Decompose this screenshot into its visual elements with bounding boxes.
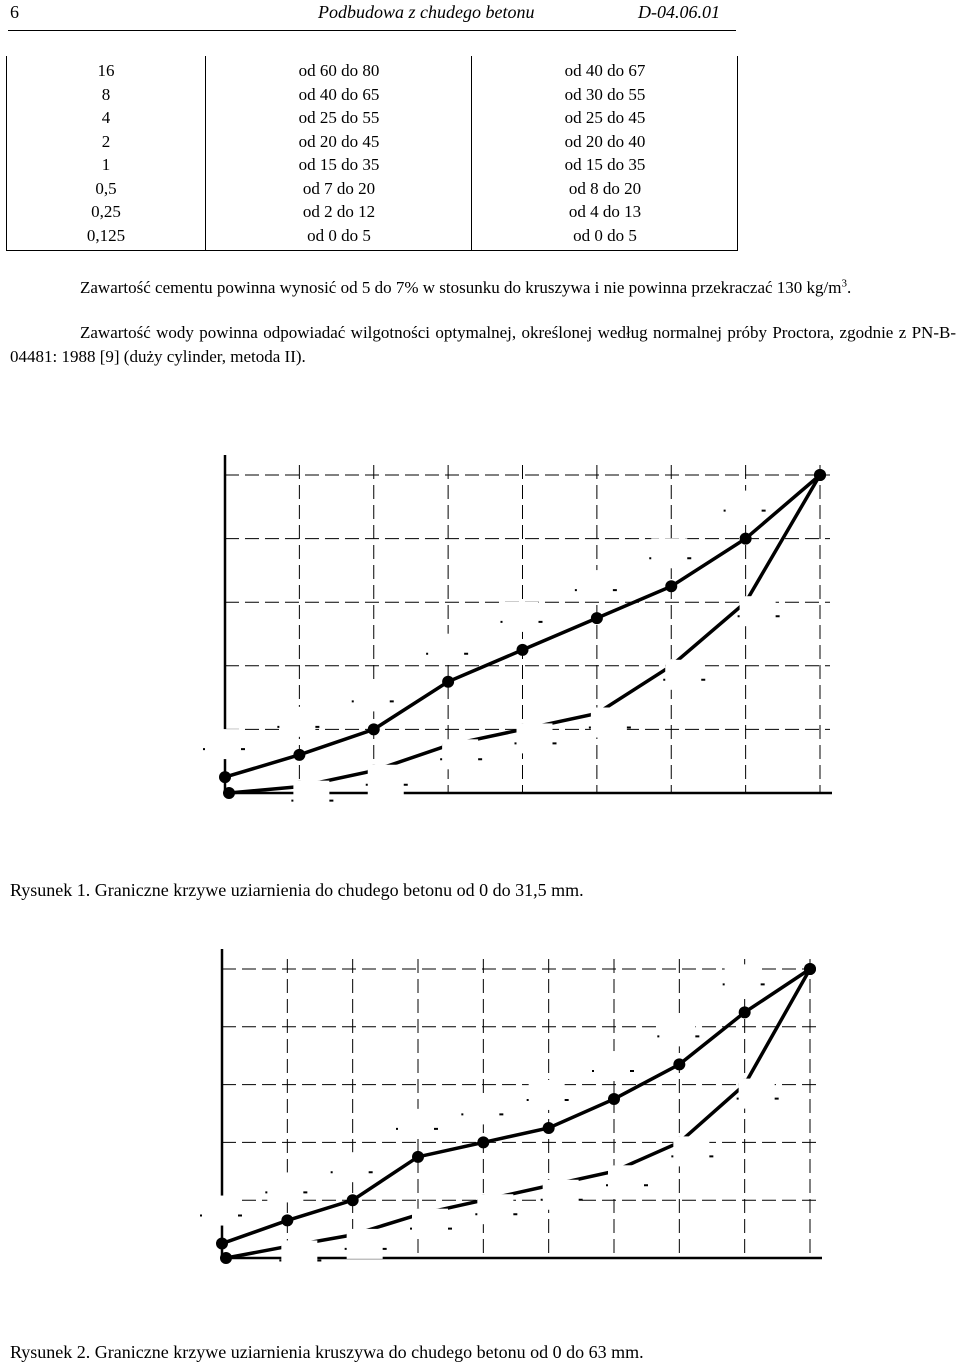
- upper-curve-point: [739, 1006, 751, 1018]
- data-label-backdrop: [281, 1240, 317, 1270]
- upper-curve-point: [216, 1238, 228, 1250]
- page-header: [0, 0, 960, 34]
- upper-curve-point: [740, 533, 752, 545]
- grading-chart-2: [0, 935, 960, 1335]
- upper-curve-point: [442, 676, 454, 688]
- sieve-size-cell: 0,5: [95, 178, 117, 198]
- range-cell: od 40 do 65: [298, 84, 380, 104]
- upper-curve-point: [665, 580, 677, 592]
- range-cell: od 0 do 5: [573, 225, 637, 245]
- sieve-size-cell: 2: [101, 131, 111, 151]
- range-cell: od 15 do 35: [564, 155, 646, 174]
- upper-curve-point: [281, 1214, 293, 1226]
- sieve-size-cell: 8: [101, 84, 111, 104]
- sieve-size-cell: 0,25: [91, 202, 121, 221]
- figure-1-caption: Rysunek 1. Graniczne krzywe uziarnienia do chudego betonu od 0 do 31,5 mm.: [10, 880, 584, 900]
- lower-curve-point: [223, 787, 235, 799]
- cement-text-end: .: [847, 278, 852, 297]
- upper-curve-point: [368, 723, 380, 735]
- range-cell: od 15 do 35: [298, 155, 380, 174]
- range-column-a: [207, 59, 471, 247]
- data-label-backdrop: [428, 634, 464, 664]
- data-label-backdrop: [543, 1180, 579, 1210]
- data-label-backdrop: [673, 1136, 709, 1166]
- data-label-backdrop: [594, 1051, 630, 1081]
- upper-curve-point: [219, 771, 231, 783]
- data-label-backdrop: [293, 781, 329, 811]
- upper-curve-point: [347, 1194, 359, 1206]
- data-label-backdrop: [412, 1209, 448, 1239]
- upper-curve-point: [517, 644, 529, 656]
- data-label-backdrop: [739, 1079, 775, 1109]
- data-label-backdrop: [659, 1016, 695, 1046]
- table-divider: [205, 56, 206, 250]
- data-label-backdrop: [202, 1196, 238, 1226]
- upper-curve-point: [591, 612, 603, 624]
- data-label-backdrop: [368, 765, 404, 795]
- lower-curve-point: [220, 1252, 232, 1264]
- upper-curve-point: [543, 1122, 555, 1134]
- data-label-backdrop: [279, 707, 315, 737]
- figure-2-caption: Rysunek 2. Graniczne krzywe uziarnienia kruszywa do chudego betonu od 0 do 63 mm.: [10, 1342, 644, 1362]
- sieve-size-cell: 16: [97, 61, 115, 80]
- range-cell: od 40 do 67: [564, 61, 646, 80]
- range-cell: od 7 do 20: [302, 178, 376, 198]
- data-label-backdrop: [333, 1152, 369, 1182]
- data-label-backdrop: [398, 1109, 434, 1139]
- grading-chart-1: [0, 430, 960, 870]
- data-label-backdrop: [354, 681, 390, 711]
- cement-unit-exponent: 3: [841, 277, 847, 290]
- data-label-backdrop: [463, 1094, 499, 1124]
- data-label-backdrop: [725, 964, 761, 994]
- sieve-size-cell: 0,125: [86, 225, 126, 245]
- data-label-backdrop: [651, 538, 687, 568]
- data-label-backdrop: [726, 491, 762, 521]
- sieve-size-cell: 1: [101, 155, 111, 174]
- lower-curve-point: [804, 963, 816, 975]
- data-label-backdrop: [267, 1172, 303, 1202]
- data-label-backdrop: [205, 729, 241, 759]
- range-cell: od 60 do 80: [298, 61, 380, 80]
- data-label-backdrop: [477, 1194, 513, 1224]
- lower-limit-curve: [226, 969, 810, 1258]
- data-label-backdrop: [529, 1080, 565, 1110]
- cement-paragraph: [10, 276, 956, 300]
- data-label-backdrop: [577, 570, 613, 600]
- cement-text: Zawartość cementu powinna wynosić od 5 do 7% w stosunku do kruszywa i nie powinna przekraczać 130 kg/m: [80, 278, 842, 297]
- lower-curve-point: [814, 469, 826, 481]
- document-title: Podbudowa z chudego betonu: [318, 2, 535, 22]
- sieve-table: [6, 56, 738, 251]
- range-cell: od 25 do 45: [564, 108, 646, 127]
- data-label-backdrop: [517, 723, 553, 753]
- range-cell: od 25 do 55: [298, 108, 380, 127]
- range-cell: od 4 do 13: [568, 202, 642, 221]
- range-cell: od 0 do 5: [307, 225, 371, 245]
- water-text: Zawartość wody powinna odpowiadać wilgotności optymalnej, określonej według normalnej próby Proctora, zgodnie z PN-B-04481: 1988 [9] (duży cylinder, metoda II).: [10, 323, 956, 366]
- water-paragraph: [10, 321, 956, 368]
- upper-curve-point: [412, 1151, 424, 1163]
- data-label-backdrop: [442, 739, 478, 769]
- upper-curve-point: [673, 1058, 685, 1070]
- data-label-backdrop: [665, 660, 701, 690]
- range-cell: od 2 do 12: [302, 202, 376, 221]
- range-column-b: [473, 59, 737, 247]
- upper-curve-point: [477, 1136, 489, 1148]
- sieve-size-cell: 4: [101, 108, 111, 127]
- data-label-backdrop: [608, 1165, 644, 1195]
- page-number: 6: [10, 2, 19, 22]
- data-label-backdrop: [347, 1229, 383, 1259]
- header-rule: [8, 30, 736, 31]
- range-cell: od 30 do 55: [564, 84, 646, 104]
- range-cell: od 8 do 20: [568, 178, 642, 198]
- data-label-backdrop: [591, 708, 627, 738]
- data-label-backdrop: [740, 596, 776, 626]
- sieve-size-column: [7, 59, 205, 247]
- upper-curve-point: [293, 749, 305, 761]
- upper-curve-point: [608, 1093, 620, 1105]
- range-cell: od 20 do 40: [564, 131, 646, 151]
- range-cell: od 20 do 45: [298, 131, 380, 151]
- data-label-backdrop: [503, 602, 539, 632]
- document-code: D-04.06.01: [638, 2, 720, 22]
- table-divider: [471, 56, 472, 250]
